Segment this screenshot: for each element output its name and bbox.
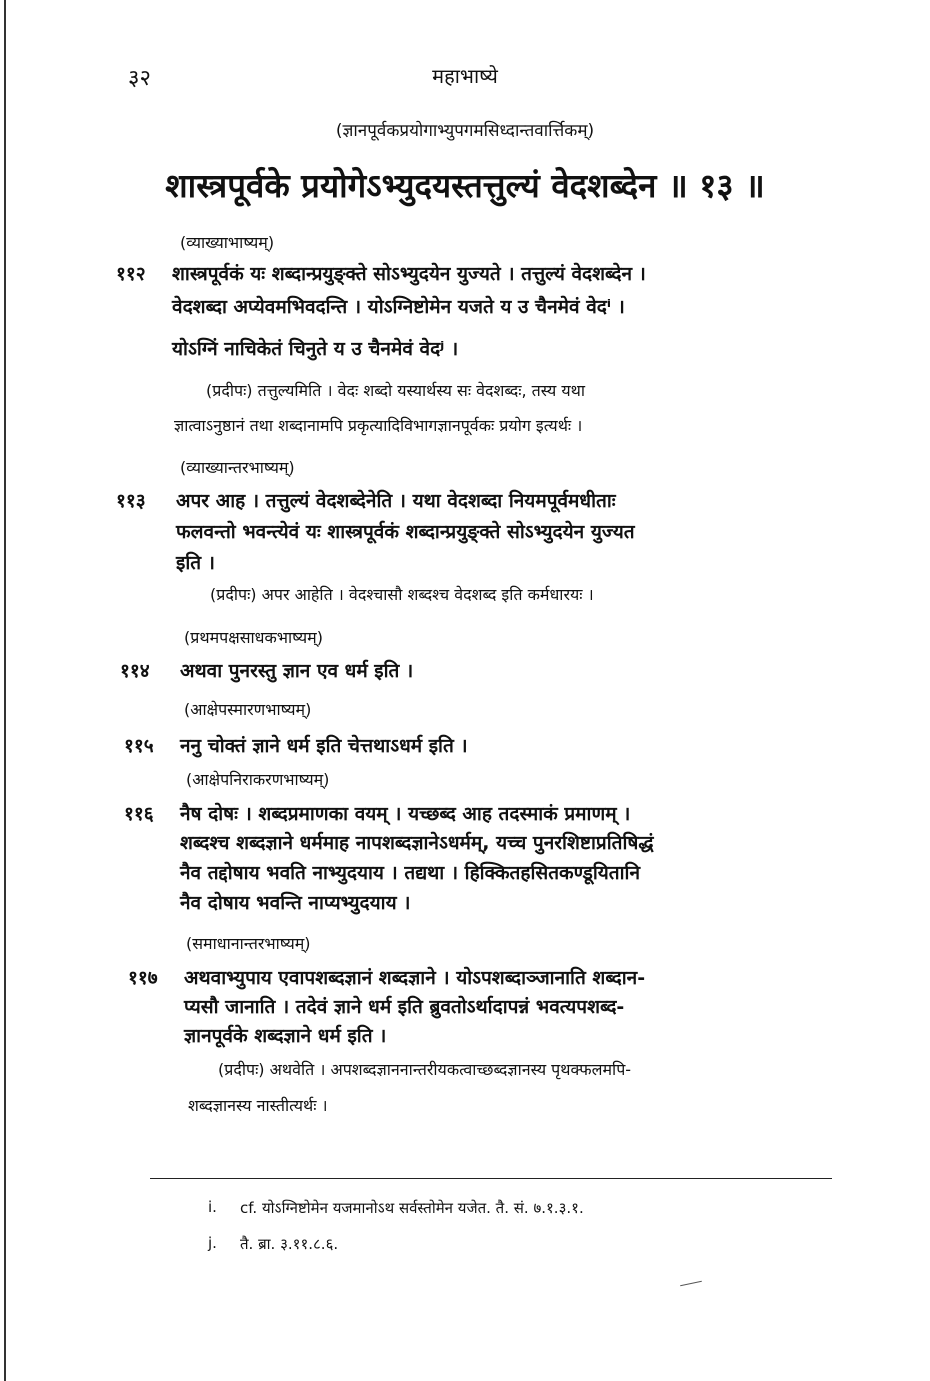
paragraph-number: ११२ bbox=[116, 263, 146, 285]
section-label: (प्रथमपक्षसाधकभाष्यम्) bbox=[184, 628, 323, 647]
paragraph-number: ११४ bbox=[120, 660, 150, 682]
section-label: (व्याख्यान्तरभाष्यम्) bbox=[180, 458, 295, 477]
footnote-mark: i. bbox=[208, 1198, 217, 1216]
pradipa-line: (प्रदीपः) अथवेति । अपशब्दज्ञाननान्तरीयकत्वाच्छब्दज्ञानस्य पृथक्फलमपि- bbox=[218, 1060, 632, 1079]
footnote-mark: j. bbox=[208, 1234, 217, 1252]
running-title: महाभाष्ये bbox=[432, 64, 498, 88]
bhashya-line: फलवन्तो भवन्त्येवं यः शास्त्रपूर्वकं शब्दान्प्रयुङ्क्ते सोऽभ्युदयेन युज्यत bbox=[176, 521, 635, 543]
bhashya-line: नैव दोषाय भवन्ति नाप्यभ्युदयाय । bbox=[180, 892, 411, 914]
paragraph-number: ११६ bbox=[124, 803, 154, 825]
bhashya-line: शब्दश्च शब्दज्ञाने धर्ममाह नापशब्दज्ञानेऽधर्मम्, यच्च पुनरशिष्टाप्रतिषिद्धं bbox=[180, 832, 654, 854]
pradipa-line: (प्रदीपः) तत्तुल्यमिति । वेदः शब्दो यस्यार्थस्य सः वेदशब्दः, तस्य यथा bbox=[206, 381, 585, 400]
section-label: (आक्षेपनिराकरणभाष्यम्) bbox=[186, 770, 330, 789]
pradipa-line: शब्दज्ञानस्य नास्तीत्यर्थः । bbox=[188, 1096, 328, 1115]
bhashya-line: अपर आह । तत्तुल्यं वेदशब्देनेति । यथा वेदशब्दा नियमपूर्वमधीताः bbox=[176, 490, 616, 512]
bhashya-line: अथवा पुनरस्तु ज्ञान एव धर्म इति । bbox=[180, 660, 414, 682]
footnote-text: तै. ब्रा. ३.११.८.६. bbox=[240, 1235, 339, 1253]
paragraph-number: ११७ bbox=[128, 967, 158, 989]
section-label: (समाधानान्तरभाष्यम्) bbox=[186, 934, 311, 953]
bhashya-line: वेदशब्दा अप्येवमभिवदन्ति । योऽग्निष्टोमेन यजते य उ चैनमेवं वेदⁱ । bbox=[172, 296, 625, 318]
pradipa-line: ज्ञात्वाऽनुष्ठानं तथा शब्दानामपि प्रकृत्यादिविभागज्ञानपूर्वकः प्रयोग इत्यर्थः । bbox=[174, 416, 583, 435]
page-number: ३२ bbox=[128, 66, 151, 91]
section-label: (आक्षेपस्मारणभाष्यम्) bbox=[184, 700, 312, 719]
bhashya-line: नैष दोषः । शब्दप्रमाणका वयम् । यच्छब्द आह तदस्माकं प्रमाणम् । bbox=[180, 803, 631, 825]
bhashya-line: प्यसौ जानाति । तदेवं ज्ञाने धर्म इति ब्रुवतोऽर्थादापन्नं भवत्यपशब्द- bbox=[184, 996, 625, 1018]
section-label: (व्याख्याभाष्यम्) bbox=[180, 233, 275, 252]
paragraph-number: ११३ bbox=[116, 490, 146, 512]
pradipa-line: (प्रदीपः) अपर आहेति । वेदश्चासौ शब्दश्च वेदशब्द इति कर्मधारयः । bbox=[210, 585, 594, 604]
stray-mark bbox=[680, 1281, 702, 1287]
scan-edge-line bbox=[4, 0, 6, 1381]
bhashya-line: योऽग्निं नाचिकेतं चिनुते य उ चैनमेवं वेदʲ । bbox=[172, 338, 459, 360]
bhashya-line: अथवाभ्युपाय एवापशब्दज्ञानं शब्दज्ञाने । योऽपशब्दाञ्जानाति शब्दान- bbox=[184, 967, 646, 989]
varttika-title: शास्त्रपूर्वके प्रयोगेऽभ्युदयस्तत्तुल्यं वेदशब्देन ॥ १३ ॥ bbox=[165, 166, 765, 205]
paragraph-number: ११५ bbox=[124, 735, 154, 757]
bhashya-line: ज्ञानपूर्वके शब्दज्ञाने धर्म इति । bbox=[184, 1025, 387, 1047]
footnote-rule bbox=[150, 1178, 832, 1179]
bhashya-line: ननु चोक्तं ज्ञाने धर्म इति चेत्तथाऽधर्म इति । bbox=[180, 735, 468, 757]
bhashya-line: शास्त्रपूर्वकं यः शब्दान्प्रयुङ्क्ते सोऽभ्युदयेन युज्यते । तत्तुल्यं वेदशब्देन । bbox=[172, 263, 646, 285]
section-subtitle: (ज्ञानपूर्वकप्रयोगाभ्युपगमसिध्दान्तवार्त्तिकम्) bbox=[335, 121, 595, 141]
footnote-text: cf. योऽग्निष्टोमेन यजमानोऽथ सर्वस्तोमेन यजेत. तै. सं. ७.१.३.१. bbox=[240, 1199, 584, 1217]
bhashya-line: नैव तद्दोषाय भवति नाभ्युदयाय । तद्यथा । हिक्कितहसितकण्डूयितानि bbox=[180, 862, 640, 884]
bhashya-line: इति । bbox=[176, 552, 215, 574]
